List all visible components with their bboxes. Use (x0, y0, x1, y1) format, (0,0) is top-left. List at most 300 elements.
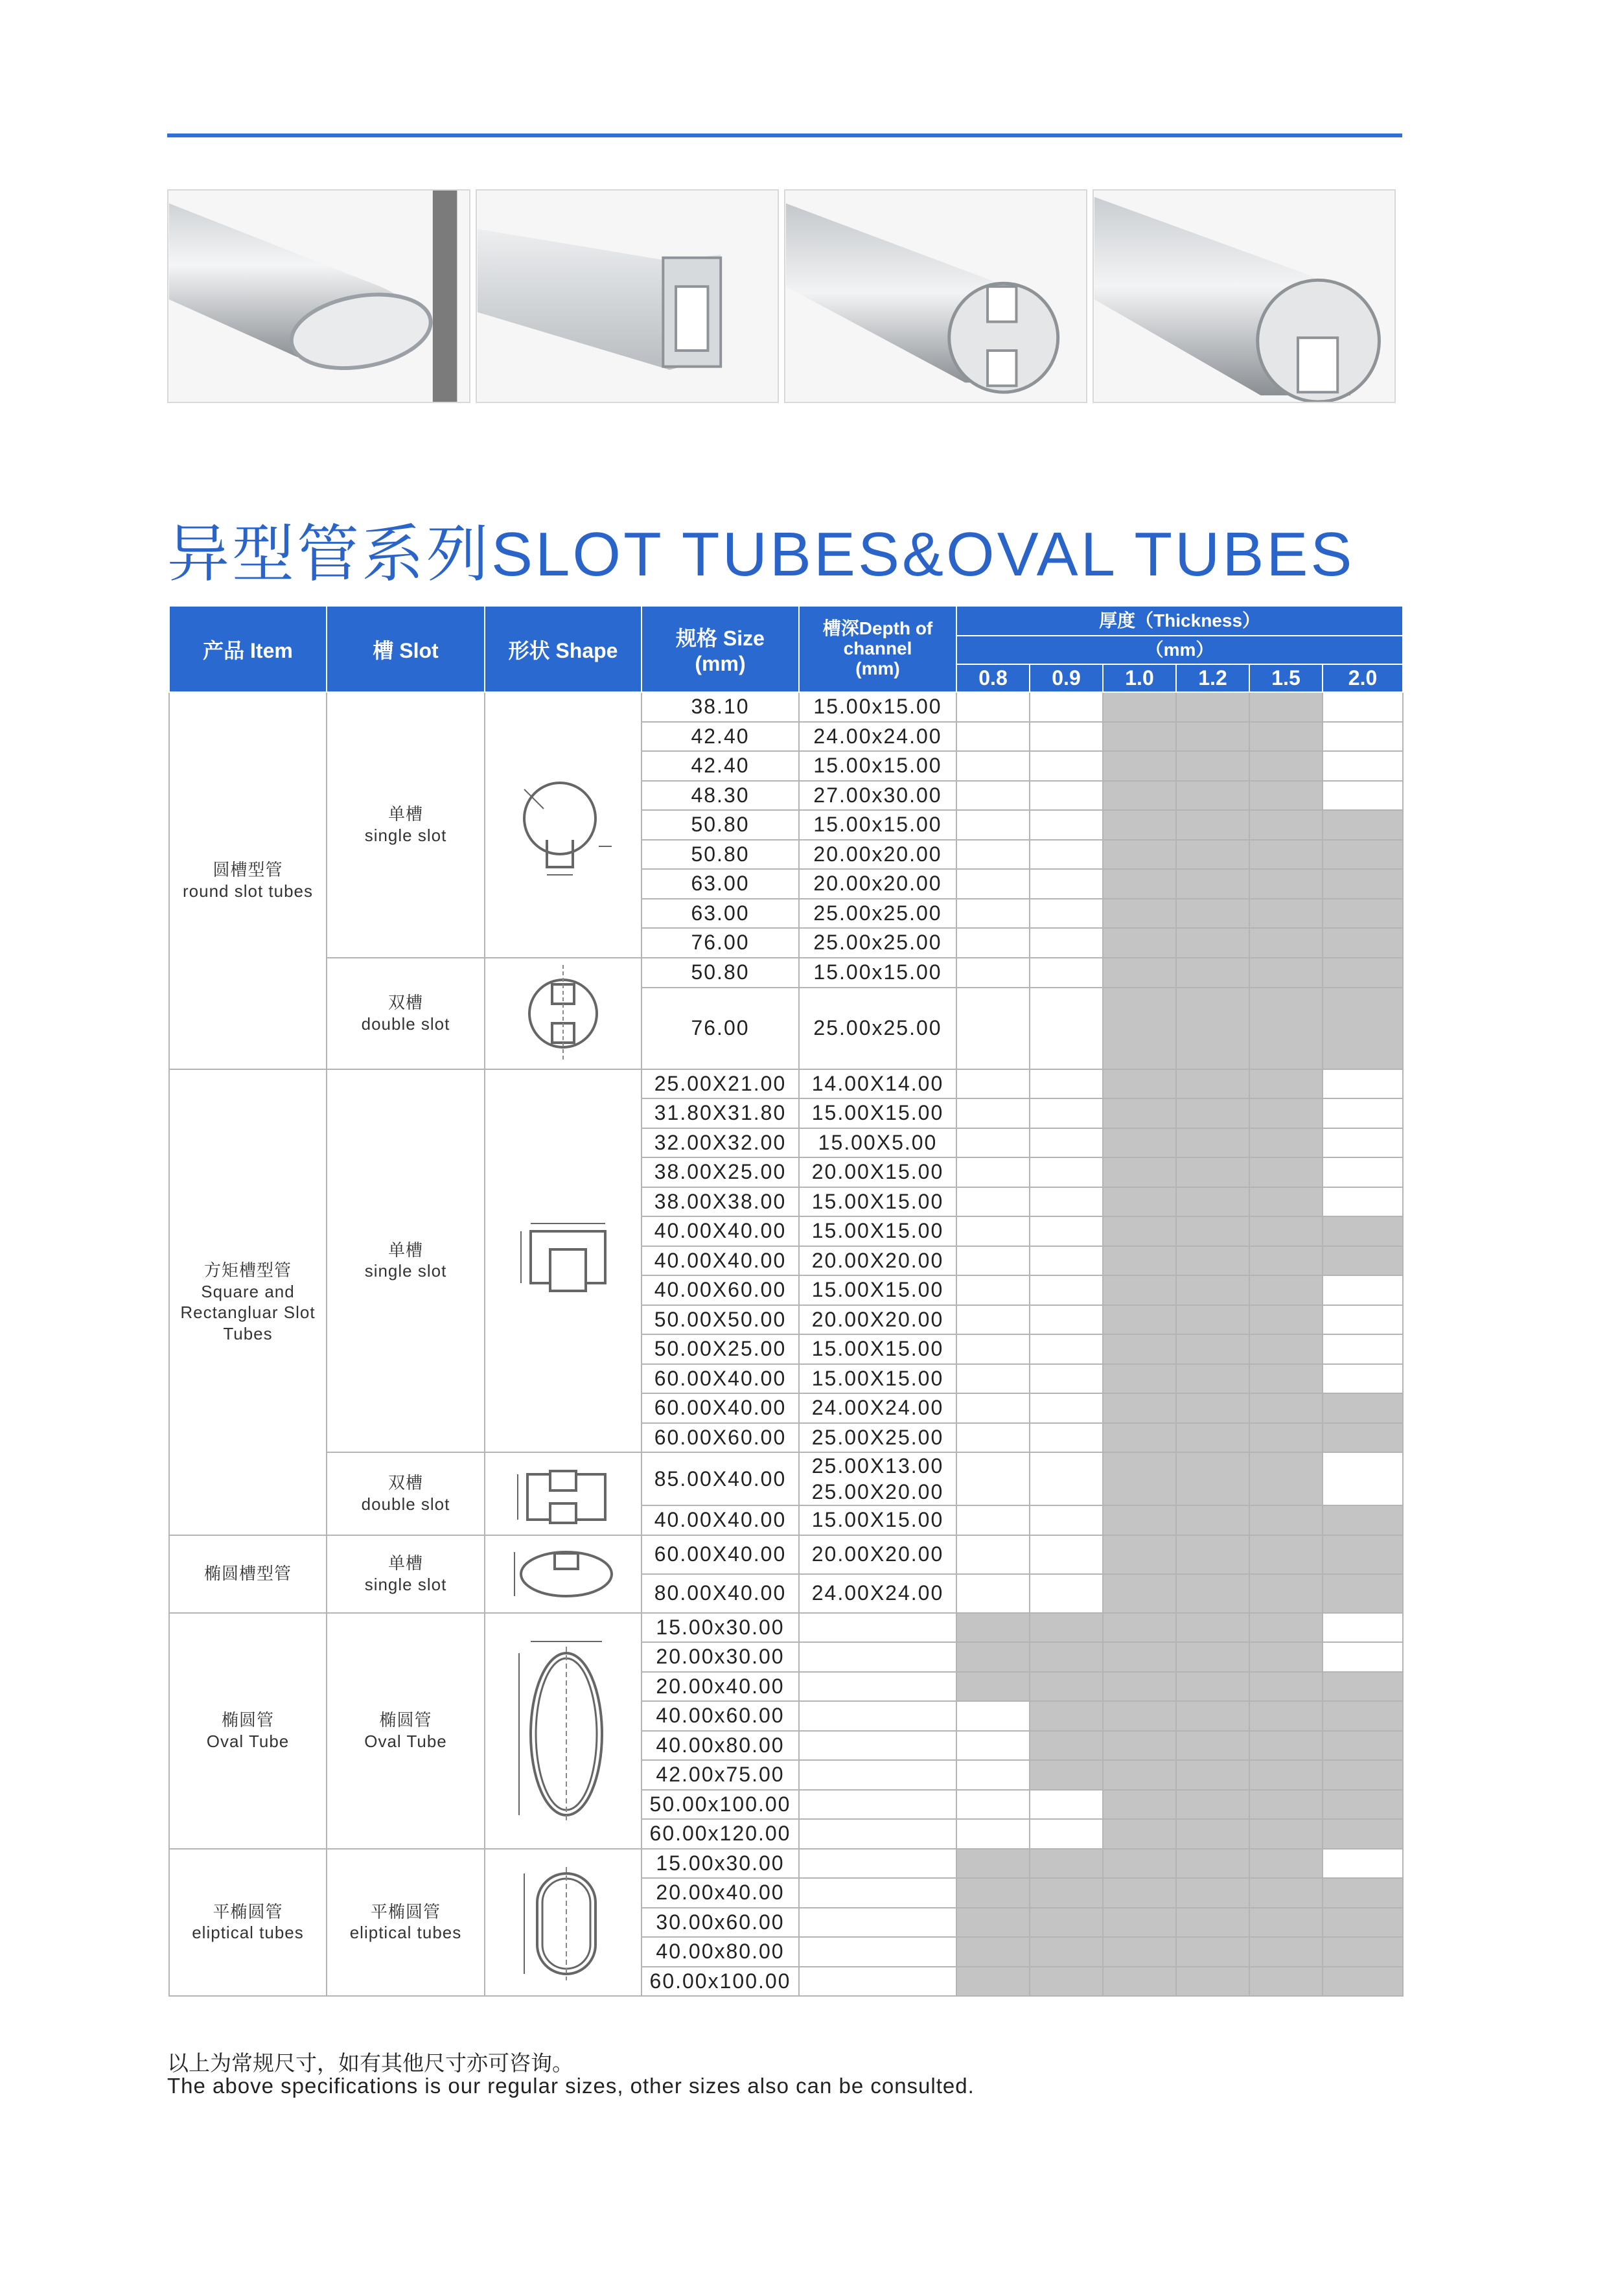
size-cell: 60.00X60.00 (642, 1423, 799, 1453)
table-row (169, 1849, 1403, 1879)
depth-cell (799, 1819, 956, 1849)
thickness-availability-cell (1176, 1790, 1249, 1820)
thickness-availability-cell (1103, 1305, 1176, 1335)
oval-tube-shape-icon (485, 1613, 642, 1849)
size-cell: 40.00x80.00 (642, 1937, 799, 1967)
size-cell: 50.00X50.00 (642, 1305, 799, 1335)
size-cell: 15.00x30.00 (642, 1849, 799, 1879)
slot-label-cn: 双槽 (387, 993, 423, 1012)
depth-cell (799, 1672, 956, 1702)
thickness-availability-cell (1176, 751, 1249, 781)
thickness-availability-cell (1249, 988, 1323, 1069)
depth-cell: 24.00x24.00 (799, 722, 956, 752)
thickness-availability-cell (1030, 722, 1103, 752)
depth-cell: 24.00X24.00 (799, 1574, 956, 1613)
thickness-availability-cell (1323, 1672, 1403, 1702)
slot-label-cn: 单槽 (387, 1553, 423, 1573)
thickness-availability-cell (1030, 751, 1103, 781)
thickness-availability-cell (1176, 1364, 1249, 1394)
thickness-availability-cell (1176, 1246, 1249, 1276)
thickness-availability-cell (1103, 1069, 1176, 1099)
slot-label-en: single slot (364, 1261, 447, 1281)
thickness-availability-cell (1103, 1364, 1176, 1394)
thickness-availability-cell (956, 1216, 1030, 1246)
thickness-availability-cell (1103, 1423, 1176, 1453)
item-elliptical-tubes (169, 1849, 327, 1997)
depth-cell: 15.00X15.00 (799, 1187, 956, 1217)
thickness-availability-cell (1323, 1642, 1403, 1672)
size-cell: 40.00x60.00 (642, 1701, 799, 1731)
thickness-availability-cell (1323, 1731, 1403, 1761)
thickness-availability-cell (1176, 1967, 1249, 1997)
thickness-availability-cell (1323, 1574, 1403, 1613)
size-cell: 40.00X40.00 (642, 1505, 799, 1535)
thickness-availability-cell (1176, 1423, 1249, 1453)
thickness-availability-cell (1103, 1246, 1176, 1276)
thickness-availability-cell (1030, 1069, 1103, 1099)
thickness-availability-cell (956, 1574, 1030, 1613)
size-cell: 48.30 (642, 781, 799, 811)
depth-cell: 25.00X25.00 (799, 1423, 956, 1453)
thickness-availability-cell (956, 1878, 1030, 1908)
thickness-availability-cell (956, 781, 1030, 811)
slot-round-single (327, 692, 485, 958)
thickness-availability-cell (1103, 1672, 1176, 1702)
thickness-availability-cell (1176, 1878, 1249, 1908)
thickness-availability-cell (1176, 1613, 1249, 1643)
slot-oval-tube (327, 1613, 485, 1849)
table-row (169, 1069, 1403, 1099)
thickness-availability-cell (1323, 869, 1403, 899)
thickness-availability-cell (1249, 1393, 1323, 1423)
thickness-availability-cell (1323, 1157, 1403, 1187)
thickness-availability-cell (1176, 1098, 1249, 1128)
thickness-availability-cell (1249, 781, 1323, 811)
thickness-availability-cell (1103, 988, 1176, 1069)
thickness-availability-cell (1030, 988, 1103, 1069)
slot-label-en: Oval Tube (364, 1731, 447, 1751)
thickness-availability-cell (1030, 1505, 1103, 1535)
thickness-availability-cell (1103, 1505, 1176, 1535)
size-cell: 76.00 (642, 928, 799, 958)
thickness-availability-cell (1323, 1098, 1403, 1128)
table-row (169, 958, 1403, 988)
item-label-cn: 平椭圆管 (213, 1901, 283, 1921)
page-title: 异型管系列SLOT TUBES&OVAL TUBES (167, 520, 1355, 589)
depth-cell (799, 1613, 956, 1643)
thickness-availability-cell (1030, 1423, 1103, 1453)
thickness-availability-cell (1176, 840, 1249, 870)
size-cell: 42.40 (642, 722, 799, 752)
thickness-availability-cell (1103, 1574, 1176, 1613)
thickness-availability-cell (1030, 1613, 1103, 1643)
thickness-availability-cell (1249, 1642, 1323, 1672)
thickness-availability-cell (1030, 1452, 1103, 1505)
thickness-availability-cell (956, 1535, 1030, 1574)
thickness-availability-cell (1323, 781, 1403, 811)
thickness-availability-cell (1103, 1334, 1176, 1364)
thickness-availability-cell (956, 1505, 1030, 1535)
depth-cell: 15.00X15.00 (799, 1098, 956, 1128)
size-cell: 60.00x100.00 (642, 1967, 799, 1997)
thickness-availability-cell (1176, 692, 1249, 722)
thickness-availability-cell (1176, 722, 1249, 752)
item-round-slot-tubes (169, 692, 327, 1069)
thickness-availability-cell (1323, 1819, 1403, 1849)
thickness-availability-cell (1323, 1535, 1403, 1574)
depth-cell: 15.00X15.00 (799, 1334, 956, 1364)
thickness-availability-cell (1249, 1305, 1323, 1335)
thickness-availability-cell (1103, 1908, 1176, 1938)
item-label-en: Oval Tube (206, 1731, 290, 1751)
thickness-availability-cell (1176, 1505, 1249, 1535)
thickness-availability-cell (956, 1937, 1030, 1967)
thickness-availability-cell (1323, 1275, 1403, 1305)
slot-label-en: eliptical tubes (349, 1923, 462, 1943)
thickness-availability-cell (956, 1157, 1030, 1187)
size-cell: 50.80 (642, 810, 799, 840)
depth-cell: 25.00x25.00 (799, 899, 956, 929)
thickness-availability-cell (956, 1305, 1030, 1335)
thickness-availability-cell (1249, 1937, 1323, 1967)
depth-cell: 15.00X5.00 (799, 1128, 956, 1158)
depth-cell: 20.00X15.00 (799, 1157, 956, 1187)
size-cell: 40.00x80.00 (642, 1731, 799, 1761)
thickness-availability-cell (1249, 1334, 1323, 1364)
thickness-availability-cell (1103, 781, 1176, 811)
thickness-availability-cell (956, 1760, 1030, 1790)
size-cell: 50.00x100.00 (642, 1790, 799, 1820)
thickness-availability-cell (1030, 958, 1103, 988)
thickness-availability-cell (1249, 1701, 1323, 1731)
header-size-label: 规格 Size (676, 627, 765, 650)
thickness-availability-cell (1176, 928, 1249, 958)
thickness-2-0: 2.0 (1323, 664, 1403, 692)
thickness-availability-cell (1030, 1819, 1103, 1849)
item-label-cn: 椭圆管 (221, 1710, 274, 1730)
thickness-0-9: 0.9 (1030, 664, 1103, 692)
thickness-availability-cell (1103, 1731, 1176, 1761)
size-cell: 63.00 (642, 869, 799, 899)
header-depth (799, 606, 956, 692)
thickness-availability-cell (1176, 899, 1249, 929)
thickness-availability-cell (1030, 1246, 1103, 1276)
thickness-availability-cell (1323, 1128, 1403, 1158)
slot-square-single (327, 1069, 485, 1453)
thickness-availability-cell (1176, 1157, 1249, 1187)
depth-cell: 27.00x30.00 (799, 781, 956, 811)
thickness-availability-cell (956, 1613, 1030, 1643)
thickness-availability-cell (1249, 1364, 1323, 1394)
thickness-availability-cell (1103, 1393, 1176, 1423)
thickness-availability-cell (1249, 1535, 1323, 1574)
thickness-availability-cell (1323, 1364, 1403, 1394)
depth-cell: 20.00X20.00 (799, 1535, 956, 1574)
slot-label-cn: 椭圆管 (379, 1710, 432, 1730)
thickness-availability-cell (1176, 1672, 1249, 1702)
thickness-availability-cell (1249, 1760, 1323, 1790)
thickness-availability-cell (1103, 958, 1176, 988)
slot-label-cn: 单槽 (387, 804, 423, 824)
depth-cell: 20.00x20.00 (799, 869, 956, 899)
slot-round-double (327, 958, 485, 1069)
thickness-availability-cell (956, 1275, 1030, 1305)
thickness-availability-cell (956, 1701, 1030, 1731)
thickness-availability-cell (1030, 1937, 1103, 1967)
thickness-availability-cell (1030, 781, 1103, 811)
thickness-availability-cell (1103, 899, 1176, 929)
square-slot-tube-photo (476, 189, 779, 403)
thickness-availability-cell (1249, 1790, 1323, 1820)
thickness-availability-cell (1103, 1098, 1176, 1128)
thickness-availability-cell (1323, 958, 1403, 988)
depth-cell: 14.00X14.00 (799, 1069, 956, 1099)
footer-note-cn: 以上为常规尺寸，如有其他尺寸亦可咨询。 (167, 2051, 573, 2075)
double-slot-tube-photo (784, 189, 1087, 403)
thickness-availability-cell (1103, 1701, 1176, 1731)
size-cell: 80.00X40.00 (642, 1574, 799, 1613)
thickness-availability-cell (956, 899, 1030, 929)
header-depth-line2: channel (843, 638, 912, 659)
thickness-availability-cell (956, 1908, 1030, 1938)
thickness-availability-cell (956, 1187, 1030, 1217)
size-cell: 38.00X25.00 (642, 1157, 799, 1187)
table-row (169, 1452, 1403, 1505)
thickness-availability-cell (956, 751, 1030, 781)
thickness-availability-cell (1103, 1760, 1176, 1790)
depth-cell: 15.00X15.00 (799, 1275, 956, 1305)
thickness-availability-cell (1323, 1334, 1403, 1364)
thickness-availability-cell (1323, 1305, 1403, 1335)
thickness-availability-cell (1103, 751, 1176, 781)
thickness-availability-cell (1249, 1878, 1323, 1908)
thickness-availability-cell (1103, 1849, 1176, 1879)
table-row (169, 1613, 1403, 1643)
spec-table-body (169, 692, 1403, 1996)
thickness-availability-cell (1176, 1819, 1249, 1849)
thickness-availability-cell (1176, 1849, 1249, 1879)
header-size (642, 606, 799, 692)
size-cell: 42.40 (642, 751, 799, 781)
depth-cell: 15.00X15.00 (799, 1505, 956, 1535)
thickness-availability-cell (956, 1849, 1030, 1879)
header-thickness: 厚度（Thickness） (956, 606, 1403, 636)
thickness-availability-cell (1030, 1672, 1103, 1702)
depth-cell (799, 1967, 956, 1997)
depth-cell: 25.00x25.00 (799, 988, 956, 1069)
depth-cell: 15.00X15.00 (799, 1216, 956, 1246)
thickness-availability-cell (956, 1393, 1030, 1423)
thickness-availability-cell (1323, 1967, 1403, 1997)
thickness-availability-cell (1249, 840, 1323, 870)
depth-cell (799, 1849, 956, 1879)
thickness-availability-cell (1249, 1819, 1323, 1849)
thickness-availability-cell (1176, 1701, 1249, 1731)
oval-tube-photo (167, 189, 470, 403)
thickness-availability-cell (1249, 1157, 1323, 1187)
thickness-availability-cell (956, 1246, 1030, 1276)
thickness-availability-cell (1176, 1216, 1249, 1246)
thickness-availability-cell (1176, 1937, 1249, 1967)
thickness-availability-cell (1176, 1760, 1249, 1790)
thickness-availability-cell (956, 1423, 1030, 1453)
thickness-availability-cell (1323, 1908, 1403, 1938)
depth-cell: 15.00x15.00 (799, 692, 956, 722)
thickness-availability-cell (1030, 1216, 1103, 1246)
thickness-availability-cell (1249, 899, 1323, 929)
thickness-availability-cell (1030, 810, 1103, 840)
spec-table (168, 605, 1404, 1997)
depth-cell: 15.00x15.00 (799, 958, 956, 988)
thickness-1-2: 1.2 (1176, 664, 1249, 692)
thickness-availability-cell (956, 928, 1030, 958)
depth-cell: 20.00X20.00 (799, 1246, 956, 1276)
thickness-availability-cell (1103, 1275, 1176, 1305)
depth-cell (799, 1731, 956, 1761)
depth-cell (799, 1452, 956, 1505)
round-double-slot-shape-icon (485, 958, 642, 1069)
thickness-availability-cell (1249, 810, 1323, 840)
thickness-availability-cell (1030, 1305, 1103, 1335)
top-divider (167, 133, 1402, 137)
thickness-availability-cell (1103, 1613, 1176, 1643)
thickness-availability-cell (1176, 1275, 1249, 1305)
thickness-availability-cell (1323, 1701, 1403, 1731)
thickness-availability-cell (1323, 1423, 1403, 1453)
thickness-availability-cell (1176, 1535, 1249, 1574)
slot-elliptical (327, 1849, 485, 1997)
thickness-availability-cell (1249, 1187, 1323, 1217)
depth-cell (799, 1760, 956, 1790)
thickness-availability-cell (1323, 1937, 1403, 1967)
thickness-availability-cell (1176, 1187, 1249, 1217)
thickness-availability-cell (1030, 1701, 1103, 1731)
thickness-availability-cell (1103, 722, 1176, 752)
thickness-availability-cell (1030, 1535, 1103, 1574)
thickness-availability-cell (1030, 1128, 1103, 1158)
thickness-availability-cell (1030, 1790, 1103, 1820)
thickness-availability-cell (956, 958, 1030, 988)
thickness-availability-cell (956, 1642, 1030, 1672)
slot-label-cn: 平椭圆管 (370, 1901, 441, 1921)
header-depth-unit: (mm) (855, 658, 900, 678)
size-cell: 40.00X40.00 (642, 1246, 799, 1276)
depth-cell: 24.00X24.00 (799, 1393, 956, 1423)
thickness-availability-cell (956, 722, 1030, 752)
elliptical-shape-icon (485, 1849, 642, 1997)
depth-cell: 15.00x15.00 (799, 810, 956, 840)
depth-cell (799, 1908, 956, 1938)
thickness-availability-cell (956, 1098, 1030, 1128)
thickness-availability-cell (1103, 869, 1176, 899)
thickness-availability-cell (1249, 1505, 1323, 1535)
size-cell: 40.00X40.00 (642, 1216, 799, 1246)
thickness-availability-cell (1323, 1849, 1403, 1879)
square-double-slot-shape-icon (485, 1452, 642, 1535)
thickness-availability-cell (1030, 1157, 1103, 1187)
depth-cell: 20.00x20.00 (799, 840, 956, 870)
thickness-availability-cell (1249, 928, 1323, 958)
item-label-en: round slot tubes (182, 881, 313, 901)
size-cell: 76.00 (642, 988, 799, 1069)
thickness-availability-cell (1323, 810, 1403, 840)
thickness-availability-cell (956, 840, 1030, 870)
slot-label-en: single slot (364, 1574, 447, 1594)
depth-value-2: 25.00X20.00 (811, 1480, 944, 1503)
header-slot: 槽 Slot (327, 606, 485, 692)
thickness-availability-cell (1176, 810, 1249, 840)
depth-value: 25.00X13.00 (811, 1454, 944, 1478)
size-cell: 50.80 (642, 958, 799, 988)
thickness-availability-cell (956, 1364, 1030, 1394)
thickness-availability-cell (1103, 1642, 1176, 1672)
thickness-availability-cell (1249, 1613, 1323, 1643)
thickness-availability-cell (1030, 1275, 1103, 1305)
thickness-availability-cell (1176, 1305, 1249, 1335)
thickness-availability-cell (1030, 692, 1103, 722)
thickness-1-0: 1.0 (1103, 664, 1176, 692)
thickness-availability-cell (1249, 751, 1323, 781)
slot-oval-single (327, 1535, 485, 1613)
thickness-availability-cell (1323, 1246, 1403, 1276)
thickness-availability-cell (1030, 928, 1103, 958)
size-cell: 20.00x40.00 (642, 1878, 799, 1908)
thickness-availability-cell (1030, 1393, 1103, 1423)
item-oval-slot-tubes (169, 1535, 327, 1613)
thickness-availability-cell (1103, 810, 1176, 840)
depth-cell (799, 1701, 956, 1731)
header-thickness-unit: （mm） (956, 636, 1403, 664)
thickness-availability-cell (1249, 1275, 1323, 1305)
square-single-slot-shape-icon (485, 1069, 642, 1453)
size-cell: 50.00X25.00 (642, 1334, 799, 1364)
thickness-availability-cell (956, 692, 1030, 722)
thickness-availability-cell (1323, 1878, 1403, 1908)
slot-label-cn: 单槽 (387, 1240, 423, 1260)
thickness-availability-cell (1323, 1216, 1403, 1246)
size-cell: 50.80 (642, 840, 799, 870)
table-row (169, 692, 1403, 722)
header-depth-line1: 槽深Depth of (822, 618, 933, 639)
thickness-availability-cell (1103, 1535, 1176, 1574)
depth-cell: 15.00X15.00 (799, 1364, 956, 1394)
thickness-availability-cell (1176, 781, 1249, 811)
table-row (169, 1535, 1403, 1574)
item-label-en: Square and Rectangluar Slot Tubes (180, 1281, 316, 1343)
thickness-availability-cell (956, 988, 1030, 1069)
depth-cell: 25.00x25.00 (799, 928, 956, 958)
thickness-availability-cell (1323, 1452, 1403, 1505)
item-oval-tube (169, 1613, 327, 1849)
thickness-availability-cell (1249, 1069, 1323, 1099)
thickness-availability-cell (1103, 1878, 1176, 1908)
depth-cell (799, 1790, 956, 1820)
item-label-cn: 椭圆槽型管 (203, 1564, 292, 1584)
size-cell: 25.00X21.00 (642, 1069, 799, 1099)
thickness-availability-cell (956, 1790, 1030, 1820)
thickness-availability-cell (1249, 1246, 1323, 1276)
slot-label-en: double slot (361, 1494, 450, 1514)
thickness-availability-cell (1249, 1452, 1323, 1505)
depth-cell (799, 1642, 956, 1672)
thickness-availability-cell (1249, 869, 1323, 899)
thickness-availability-cell (1030, 1731, 1103, 1761)
item-square-slot-tubes (169, 1069, 327, 1535)
thickness-availability-cell (1103, 1819, 1176, 1849)
thickness-availability-cell (1323, 1790, 1403, 1820)
thickness-availability-cell (1249, 1423, 1323, 1453)
thickness-availability-cell (1176, 958, 1249, 988)
